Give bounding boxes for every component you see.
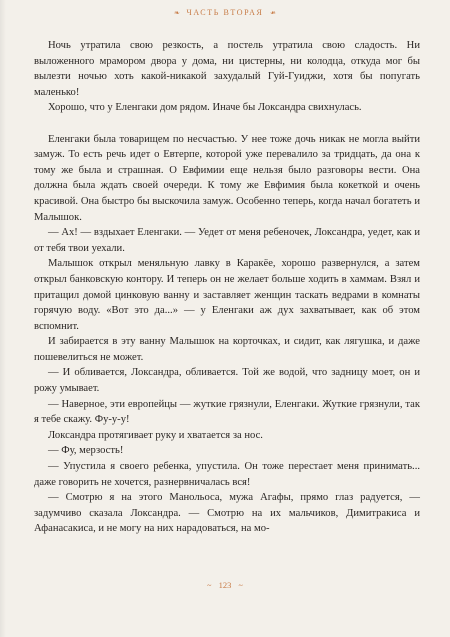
paragraph: Еленгаки была товарищем по несчастью. У нее тоже дочь никак не могла выйти замуж. То есть речь идет о Евтерпе, которой уже перевалило за тридцать, да она к тому же была и страшная. О Евфимии еще нельзя было разговоры вести. Она должна была ждать своей очереди. К тому же Евфимия была кокеткой и очень красивой. Она быстро бы выскочила замуж. Особенно теперь, когда начал богатеть и Малышок. — [34, 133, 420, 223]
flourish-icon: ~ — [207, 581, 212, 590]
paragraph: — Ах! — вздыхает Еленгаки. — Уедет от меня ребеночек, Локсандра, уедет, как и от тебя твои уехали. — [34, 227, 420, 254]
page-gutter-shadow — [0, 0, 6, 637]
paragraph: Ночь утратила свою резкость, а постель утратила свою сладость. Ни выложенного мрамором двора у дома, ни цистерны, ни колодца, откуда мог бы вылезти ночью хоть какой-никакой захудалый Гуй-Гуиджи, хотя бы попугать маленько! — [34, 40, 420, 98]
paragraph: Малышок открыл меняльную лавку в Каракёе, хорошо развернулся, а затем открыл банковскую контору. И теперь он не желает больше ходить в хаммам. Взял и притащил домой цинковую ванну и заставляет женщин таскать ведрами в комнаты горячую воду. «Вот это да...» — у Еленгаки аж дух захватывает, как об этом вспомнит. — [34, 258, 420, 332]
page-number — [0, 580, 450, 590]
page-number-text: 123 — [218, 580, 232, 590]
paragraph: — Фу, мерзость! — [48, 445, 124, 457]
body-text — [34, 38, 420, 537]
paragraph: — И обливается, Локсандра, обливается. Той же водой, что задницу моет, он и рожу умывает. — [34, 367, 420, 395]
paragraph: Локсандра протягивает руку и хватается за нос. — [48, 429, 263, 441]
paragraph: — Смотрю я на этого Манольоса, мужа Агафы, прямо глаз радуется, — задумчиво сказала Локсандра. — Смотрю на их мальчиков, Димитракиса и Афанасакиса, и не могу на них нарадоваться, на мо- — [34, 492, 420, 535]
running-head — [0, 8, 450, 17]
paragraph: И забирается в эту ванну Малышок на корточках, и сидит, как лягушка, и даже пошевелиться не может. — [34, 336, 420, 363]
running-head-text: ЧАСТЬ ВТОРАЯ — [186, 8, 264, 17]
paragraph: — Упустила я своего ребенка, упустила. Он тоже перестает меня принимать... даже говорить не хочется, разнервничалась вся! — [34, 461, 420, 488]
paragraph: — Наверное, эти европейцы — жуткие грязнули, Еленгаки. Жуткие грязнули, так я тебе скажу. Фу-у-у! — [34, 398, 420, 426]
ornament-icon: ❧ — [270, 9, 276, 17]
flourish-icon: ~ — [238, 581, 243, 590]
paragraph: Хорошо, что у Еленгаки дом рядом. Иначе бы Локсандра свихнулась. — [48, 102, 362, 114]
ornament-icon: ❧ — [174, 9, 180, 17]
